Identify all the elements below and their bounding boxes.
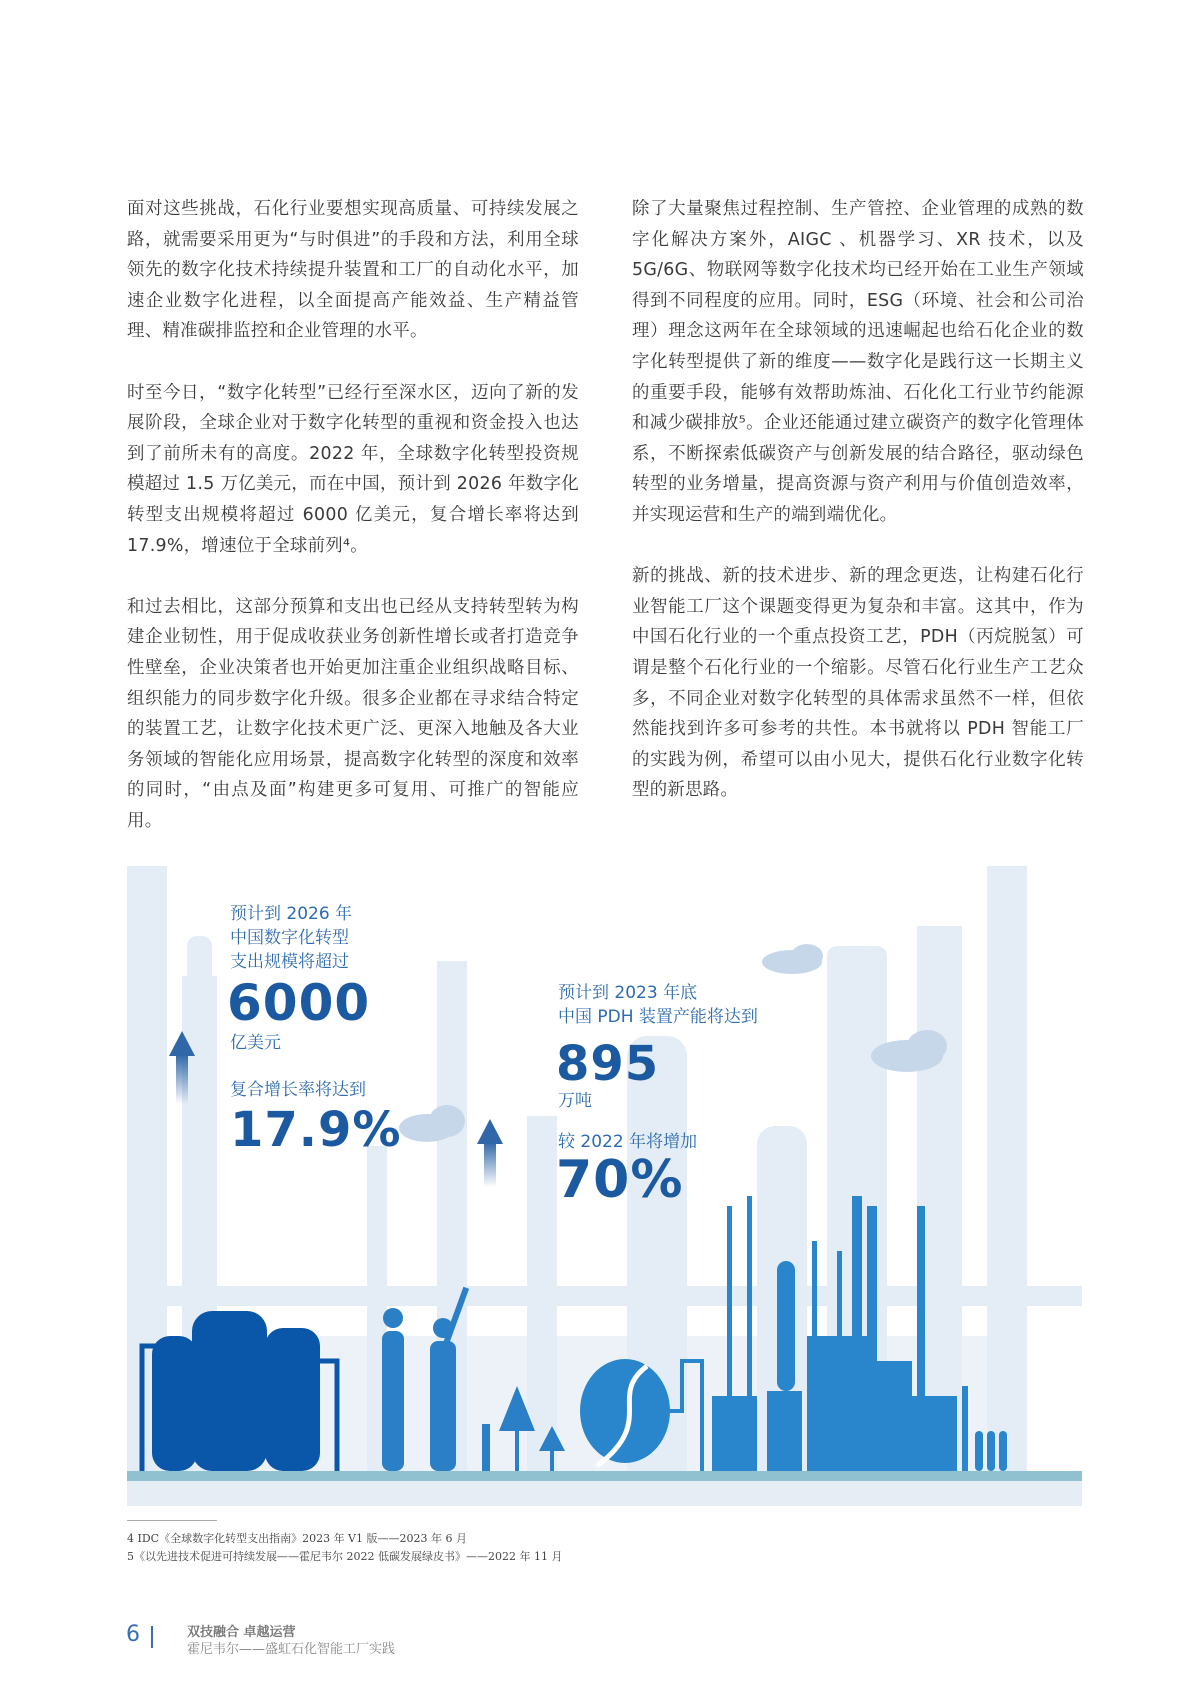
footer-title: 双技融合 卓越运营 bbox=[187, 1625, 296, 1640]
stat1-label bbox=[230, 902, 352, 974]
stat2-growth-value: 70% bbox=[556, 1150, 684, 1210]
label-line: 支出规模将超过 bbox=[230, 952, 349, 972]
stat1-growth-label: 复合增长率将达到 bbox=[230, 1080, 366, 1100]
stat2-growth-label: 较 2022 年将增加 bbox=[558, 1132, 698, 1152]
stat1-value: 6000 bbox=[227, 974, 371, 1032]
paragraph: 时至今日，“数字化转型”已经行至深水区，迈向了新的发展阶段，全球企业对于数字化转型的重视和资金投入也达到了前所未有的高度。2022 年，全球数字化转型投资规模超过 1.5 万亿美元，而在中国，预计到 2026 年数字化转型支出规模将超过 6000 亿美元，复合增长率将达到 17.9%，增速位于全球前列⁴。 bbox=[127, 382, 579, 556]
stat2-label bbox=[558, 981, 758, 1029]
paragraph: 面对这些挑战，石化行业要想实现高质量、可持续发展之路，就需要采用更为“与时俱进”的手段和方法，利用全球领先的数字化技术持续提升装置和工厂的自动化水平，加速企业数字化进程，以全面提高产能效益、生产精益管理、精准碳排监控和企业管理的水平。 bbox=[127, 199, 579, 342]
arrow-up-icon bbox=[477, 1119, 503, 1187]
ground bbox=[127, 1471, 1082, 1481]
body-column-right bbox=[632, 194, 1084, 836]
footnote-divider bbox=[127, 1520, 217, 1521]
stat2-unit: 万吨 bbox=[558, 1091, 592, 1111]
stat1-growth-value: 17.9% bbox=[230, 1102, 402, 1158]
paragraph: 和过去相比，这部分预算和支出也已经从支持转型转为构建企业韧性，用于促成收获业务创新性增长或者打造竞争性壁垒，企业决策者也开始更加注重企业组织战略目标、组织能力的同步数字化升级。很多企业都在寻求结合特定的装置工艺，让数字化技术更广泛、更深入地触及各大业务领域的智能化应用场景，提高数字化转型的深度和效率的同时，“由点及面”构建更多可复用、可推广的智能应用。 bbox=[127, 596, 579, 831]
label-line: 中国 PDH 装置产能将达到 bbox=[558, 1007, 758, 1027]
footnote: 5《以先进技术促进可持续发展——霍尼韦尔 2022 低碳发展绿皮书》——2022 年 11 月 bbox=[127, 1550, 563, 1563]
tanks bbox=[142, 1311, 337, 1471]
footnote: 4 IDC《全球数字化转型支出指南》2023 年 V1 版——2023 年 6 月 bbox=[127, 1532, 467, 1545]
footer-subtitle: 霍尼韦尔——盛虹石化智能工厂实践 bbox=[187, 1642, 396, 1657]
stat2-value: 895 bbox=[556, 1036, 660, 1092]
ground-base bbox=[127, 1481, 1082, 1506]
body-column-left bbox=[127, 194, 579, 867]
page-number: 6 bbox=[126, 1622, 140, 1647]
paragraph: 新的挑战、新的技术进步、新的理念更迭，让构建石化行业智能工厂这个课题变得更为复杂和丰富。这其中，作为中国石化行业的一个重点投资工艺，PDH（丙烷脱氢）可谓是整个石化行业的一个缩影。尽管石化行业生产工艺众多，不同企业对数字化转型的具体需求虽然不一样，但依然能找到许多可参考的共性。本书就将以 PDH 智能工厂的实践为例，希望可以由小见大，提供石化行业数字化转型的新思路。 bbox=[632, 566, 1084, 801]
label-line: 中国数字化转型 bbox=[230, 928, 349, 948]
label-line: 预计到 2023 年底 bbox=[558, 983, 698, 1003]
paragraph: 除了大量聚焦过程控制、生产管控、企业管理的成熟的数字化解决方案外，AIGC 、机器学习、XR 技术，以及 5G/6G、物联网等数字化技术均已经开始在工业生产领域得到不同程度的应用。同时，ESG（环境、社会和公司治理）理念这两年在全球领域的迅速崛起也给石化企业的数字化转型提供了新的维度——数字化是践行这一长期主义的重要手段，能够有效帮助炼油、石化化工行业节约能源和减少碳排放⁵。企业还能通过建立碳资产的数字化管理体系，不断探索低碳资产与创新发展的结合路径，驱动绿色转型的业务增量，提高资源与资产利用与价值创造效率，并实现运营和生产的端到端优化。 bbox=[632, 199, 1084, 525]
label-line: 预计到 2026 年 bbox=[230, 904, 353, 924]
infographic bbox=[127, 866, 1082, 1506]
refinery-units bbox=[712, 1196, 1007, 1471]
footer-divider bbox=[151, 1626, 153, 1648]
stat1-unit: 亿美元 bbox=[230, 1033, 281, 1053]
